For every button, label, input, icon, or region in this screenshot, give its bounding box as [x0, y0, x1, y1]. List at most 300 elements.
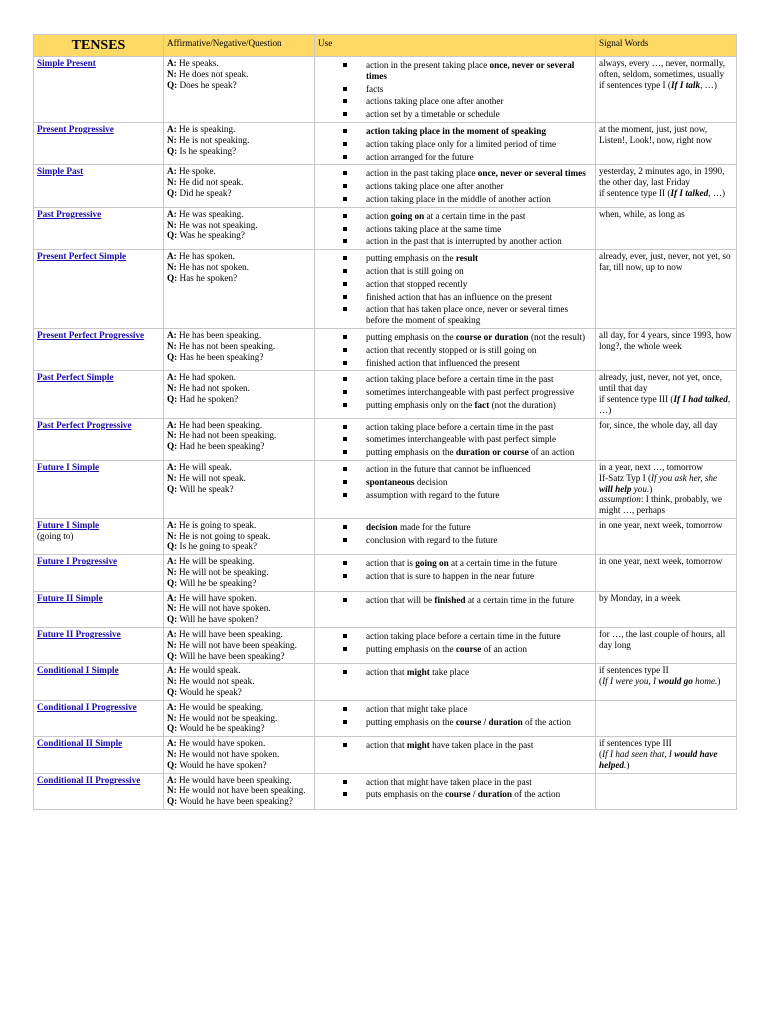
affirmative-form — [167, 738, 311, 749]
use-item: putting emphasis on the result — [340, 253, 592, 264]
tenses-table — [33, 34, 737, 810]
form-label: N: — [167, 383, 177, 394]
form-label: Q: — [167, 79, 178, 90]
tense-name-cell — [34, 328, 164, 370]
use-item: action taking place in the moment of speaking — [340, 126, 592, 137]
signal-words-cell — [596, 371, 737, 418]
header-tenses: TENSES — [34, 35, 164, 57]
form-text: Has he been speaking? — [177, 351, 264, 362]
tense-link[interactable]: Simple Present — [37, 58, 96, 68]
affirmative-form — [167, 665, 311, 676]
tense-name-cell — [34, 371, 164, 418]
form-text: He would not have spoken. — [176, 749, 280, 760]
signal-words-cell — [596, 250, 737, 329]
form-text: He speaks. — [176, 58, 219, 68]
tense-row — [34, 773, 737, 809]
use-item: action that is still going on — [340, 266, 592, 277]
question-form — [167, 484, 311, 495]
tense-name-cell — [34, 773, 164, 809]
tense-link[interactable]: Present Perfect Simple — [37, 251, 127, 262]
use-list — [318, 332, 592, 368]
form-label: N: — [167, 340, 177, 351]
tense-link[interactable]: Present Progressive — [37, 123, 114, 134]
negative-form — [167, 713, 311, 724]
signal-line: in a year, next …, tomorrow — [599, 461, 703, 472]
signal-words-cell — [596, 628, 737, 664]
tense-row — [34, 207, 737, 249]
use-cell — [315, 122, 596, 164]
form-text: He has not been speaking. — [176, 340, 276, 351]
form-label: Q: — [167, 187, 178, 198]
tense-name-cell — [34, 207, 164, 249]
form-label: A: — [167, 519, 177, 530]
use-list — [318, 126, 592, 162]
form-label: Q: — [167, 441, 178, 452]
affirmative-form — [167, 420, 311, 431]
use-item: sometimes interchangeable with past perfect progressive — [340, 387, 592, 398]
affirmative-form — [167, 775, 311, 786]
form-label: A: — [167, 629, 177, 640]
tense-name-cell — [34, 555, 164, 591]
use-list — [318, 667, 592, 678]
negative-form — [167, 177, 311, 188]
use-item: actions taking place at the same time — [340, 224, 592, 235]
use-item: spontaneous decision — [340, 477, 592, 488]
form-text: He will be speaking. — [176, 556, 255, 567]
forms-cell — [164, 628, 315, 664]
tense-link[interactable]: Future I Progressive — [37, 556, 118, 567]
form-label: A: — [167, 701, 177, 712]
use-item: actions taking place one after another — [340, 96, 592, 107]
tense-row — [34, 418, 737, 460]
affirmative-form — [167, 520, 311, 531]
signal-words-cell — [596, 591, 737, 627]
form-label: A: — [167, 208, 177, 219]
use-list — [318, 464, 592, 500]
form-label: Q: — [167, 577, 178, 588]
header-row — [34, 35, 737, 57]
form-text: Will he have been speaking? — [177, 650, 285, 661]
form-text: He would not have been speaking. — [176, 785, 306, 796]
use-list — [318, 704, 592, 728]
question-form — [167, 394, 311, 405]
use-item: action that might have taken place in the past — [340, 777, 592, 788]
use-cell — [315, 460, 596, 518]
question-form — [167, 352, 311, 363]
forms-cell — [164, 664, 315, 700]
negative-form — [167, 341, 311, 352]
use-cell — [315, 328, 596, 370]
use-cell — [315, 57, 596, 123]
use-cell — [315, 773, 596, 809]
forms-cell — [164, 57, 315, 123]
question-form — [167, 723, 311, 734]
form-label: A: — [167, 419, 177, 430]
negative-form — [167, 220, 311, 231]
form-label: Q: — [167, 230, 178, 241]
question-form — [167, 441, 311, 452]
use-item: putting emphasis on the course / duration of the action — [340, 717, 592, 728]
tense-name-cell — [34, 418, 164, 460]
use-list — [318, 422, 592, 458]
question-form — [167, 146, 311, 157]
signal-line: for, since, the whole day, all day — [599, 419, 718, 430]
negative-form — [167, 531, 311, 542]
signal-line: if sentences type III — [599, 738, 672, 749]
tense-name-cell — [34, 57, 164, 123]
tense-link[interactable]: Past Progressive — [37, 208, 102, 219]
signal-line: when, while, as long as — [599, 208, 685, 219]
form-text: Did he speak? — [177, 187, 232, 198]
forms-cell — [164, 371, 315, 418]
form-label: Q: — [167, 541, 178, 552]
negative-form — [167, 262, 311, 273]
signal-line: if sentence type III (If I had talked, …) — [599, 393, 731, 415]
tense-link[interactable]: Conditional I Simple — [37, 665, 119, 676]
form-label: Q: — [167, 650, 178, 661]
use-cell — [315, 737, 596, 773]
form-label: N: — [167, 676, 177, 687]
tense-link[interactable]: Past Perfect Progressive — [37, 419, 132, 430]
form-text: He will have been speaking. — [176, 629, 283, 640]
form-text: He will not have spoken. — [176, 603, 271, 614]
use-item: action in the past that is interrupted by another action — [340, 236, 592, 247]
use-cell — [315, 518, 596, 554]
forms-cell — [164, 122, 315, 164]
tense-row — [34, 371, 737, 418]
form-text: Is he going to speak? — [177, 541, 258, 552]
use-item: action that will be finished at a certain time in the future — [340, 595, 592, 606]
signal-line: for …, the last couple of hours, all day long — [599, 629, 726, 650]
use-cell — [315, 165, 596, 207]
form-text: He will not be speaking. — [176, 567, 269, 578]
use-cell — [315, 591, 596, 627]
form-label: Q: — [167, 759, 178, 770]
use-item: puts emphasis on the course / duration of the action — [340, 789, 592, 800]
form-text: He would have spoken. — [176, 738, 266, 749]
form-label: A: — [167, 592, 177, 603]
form-label: N: — [167, 134, 177, 145]
form-label: Q: — [167, 723, 178, 734]
tense-link[interactable]: Simple Past — [37, 166, 84, 177]
affirmative-form — [167, 251, 311, 262]
forms-cell — [164, 165, 315, 207]
form-text: He did not speak. — [176, 177, 244, 188]
forms-cell — [164, 250, 315, 329]
form-label: N: — [167, 639, 177, 650]
form-label: A: — [167, 372, 177, 383]
use-item: action taking place in the middle of another action — [340, 194, 592, 205]
signal-words-cell — [596, 207, 737, 249]
negative-form — [167, 603, 311, 614]
tense-row — [34, 518, 737, 554]
form-label: A: — [167, 329, 177, 340]
tense-row — [34, 250, 737, 329]
use-list — [318, 60, 592, 120]
tense-link[interactable]: Future I Simple — [37, 519, 100, 530]
signal-words-cell — [596, 664, 737, 700]
use-item: action taking place before a certain time in the past — [340, 374, 592, 385]
tense-name-cell — [34, 250, 164, 329]
negative-form — [167, 676, 311, 687]
form-label: Q: — [167, 351, 178, 362]
tense-link[interactable]: Past Perfect Simple — [37, 372, 114, 383]
use-item: action in the present taking place once, never or several times — [340, 60, 592, 82]
use-cell — [315, 664, 596, 700]
form-label: A: — [167, 461, 177, 472]
form-label: A: — [167, 665, 177, 676]
question-form — [167, 760, 311, 771]
form-text: He would speak. — [176, 665, 241, 676]
question-form — [167, 687, 311, 698]
use-item: action that might take place — [340, 704, 592, 715]
use-item: actions taking place one after another — [340, 181, 592, 192]
tense-row — [34, 591, 737, 627]
form-text: He would have been speaking. — [176, 774, 292, 785]
tense-row — [34, 57, 737, 123]
tense-name-cell — [34, 518, 164, 554]
signal-words-cell — [596, 122, 737, 164]
use-item: facts — [340, 84, 592, 95]
form-text: He had not been speaking. — [176, 430, 277, 441]
use-item: action going on at a certain time in the past — [340, 211, 592, 222]
forms-cell — [164, 418, 315, 460]
affirmative-form — [167, 58, 311, 69]
signal-line: already, ever, just, never, not yet, so far, till now, up to now — [599, 251, 731, 272]
form-label: Q: — [167, 796, 178, 807]
form-text: He is speaking. — [176, 123, 236, 134]
affirmative-form — [167, 209, 311, 220]
use-item: action that has taken place once, never or several times before the moment of speaking — [340, 304, 592, 326]
signal-words-cell — [596, 165, 737, 207]
use-cell — [315, 555, 596, 591]
form-label: N: — [167, 749, 177, 760]
form-text: He will not have been speaking. — [176, 639, 297, 650]
tense-name-cell — [34, 165, 164, 207]
signal-line: (If I were you, I would go home.) — [599, 676, 721, 687]
signal-words-cell — [596, 737, 737, 773]
tense-row — [34, 555, 737, 591]
use-item: putting emphasis only on the fact (not the duration) — [340, 400, 592, 411]
signal-line: yesterday, 2 minutes ago, in 1990, the other day, last Friday — [599, 166, 725, 188]
negative-form — [167, 785, 311, 796]
form-text: He does not speak. — [176, 68, 249, 79]
tense-link[interactable]: Future I Simple — [37, 461, 100, 472]
use-cell — [315, 250, 596, 329]
affirmative-form — [167, 593, 311, 604]
form-text: He was speaking. — [176, 208, 244, 219]
affirmative-form — [167, 330, 311, 341]
tense-name-cell — [34, 628, 164, 664]
negative-form — [167, 567, 311, 578]
signal-line: in one year, next week, tomorrow — [599, 519, 723, 530]
form-label: A: — [167, 58, 177, 68]
form-text: He would be speaking. — [176, 701, 264, 712]
affirmative-form — [167, 372, 311, 383]
form-text: Was he speaking? — [177, 230, 245, 241]
signal-words-cell — [596, 328, 737, 370]
signal-line: if sentences type II — [599, 665, 669, 676]
form-label: N: — [167, 530, 177, 541]
form-text: He is not speaking. — [176, 134, 250, 145]
use-item: putting emphasis on the course of an action — [340, 644, 592, 655]
negative-form — [167, 383, 311, 394]
tense-link[interactable]: Conditional II Simple — [37, 738, 123, 749]
form-label: N: — [167, 472, 177, 483]
signal-line: by Monday, in a week — [599, 592, 681, 603]
use-item: action that is sure to happen in the near future — [340, 571, 592, 582]
signal-words-cell — [596, 700, 737, 736]
form-text: Is he speaking? — [177, 145, 237, 156]
form-label: Q: — [167, 145, 178, 156]
signal-words-cell — [596, 57, 737, 123]
signal-line: (If I had seen that, I would have helped.) — [599, 749, 718, 770]
form-label: Q: — [167, 393, 178, 404]
use-item: action taking place before a certain time in the future — [340, 631, 592, 642]
use-list — [318, 168, 592, 204]
header-forms: Affirmative/Negative/Question — [164, 35, 315, 57]
signal-line: at the moment, just, just now, Listen!, Look!, now, right now — [599, 123, 712, 145]
use-item: action that is going on at a certain time in the future — [340, 558, 592, 569]
header-signal-words: Signal Words — [596, 35, 737, 57]
forms-cell — [164, 328, 315, 370]
tense-link[interactable]: Conditional I Progressive — [37, 701, 137, 712]
use-list — [318, 522, 592, 546]
negative-form — [167, 69, 311, 80]
tense-link[interactable]: Future II Progressive — [37, 629, 121, 640]
affirmative-form — [167, 556, 311, 567]
form-text: He has not spoken. — [176, 261, 249, 272]
affirmative-form — [167, 629, 311, 640]
form-text: Would he speak? — [177, 687, 242, 698]
form-label: N: — [167, 712, 177, 723]
question-form — [167, 541, 311, 552]
use-item: action taking place only for a limited period of time — [340, 139, 592, 150]
use-item: action set by a timetable or schedule — [340, 109, 592, 120]
tense-name-cell — [34, 460, 164, 518]
form-label: N: — [167, 68, 177, 79]
form-label: Q: — [167, 272, 178, 283]
use-item: finished action that has an influence on the present — [340, 292, 592, 303]
use-cell — [315, 418, 596, 460]
form-text: Does he speak? — [177, 79, 237, 90]
form-text: He has spoken. — [176, 251, 235, 262]
use-cell — [315, 371, 596, 418]
tense-link[interactable]: Present Perfect Progressive — [37, 329, 145, 340]
form-label: A: — [167, 251, 177, 262]
form-text: Would he have been speaking? — [177, 796, 293, 807]
form-label: N: — [167, 219, 177, 230]
tense-row — [34, 460, 737, 518]
tense-row — [34, 737, 737, 773]
signal-words-cell — [596, 555, 737, 591]
tense-name-cell — [34, 122, 164, 164]
tense-name-cell — [34, 664, 164, 700]
form-text: Will he be speaking? — [177, 577, 257, 588]
form-text: He spoke. — [176, 166, 216, 177]
signal-words-cell — [596, 418, 737, 460]
use-item: action that might have taken place in the past — [340, 740, 592, 751]
use-list — [318, 777, 592, 801]
header-use: Use — [315, 35, 596, 57]
form-text: Would he be speaking? — [177, 723, 265, 734]
forms-cell — [164, 518, 315, 554]
use-item: action taking place before a certain time in the past — [340, 422, 592, 433]
signal-line: If-Satz Typ I (If you ask her, she will help you.) — [599, 472, 718, 494]
use-item: decision made for the future — [340, 522, 592, 533]
use-item: action in the past taking place once, never or several times — [340, 168, 592, 179]
use-item: action in the future that cannot be influenced — [340, 464, 592, 475]
form-label: Q: — [167, 483, 178, 494]
question-form — [167, 651, 311, 662]
form-text: He would not speak. — [176, 676, 255, 687]
form-label: N: — [167, 177, 177, 188]
form-text: Has he spoken? — [177, 272, 238, 283]
question-form — [167, 80, 311, 91]
forms-cell — [164, 555, 315, 591]
use-item: putting emphasis on the course or duration (not the result) — [340, 332, 592, 343]
tense-name-cell — [34, 737, 164, 773]
use-list — [318, 558, 592, 582]
form-label: N: — [167, 430, 177, 441]
form-label: N: — [167, 567, 177, 578]
question-form — [167, 614, 311, 625]
form-text: Would he have spoken? — [177, 759, 267, 770]
use-list — [318, 595, 592, 606]
use-cell — [315, 628, 596, 664]
form-text: He is not going to speak. — [176, 530, 271, 541]
question-form — [167, 188, 311, 199]
use-item: action that stopped recently — [340, 279, 592, 290]
signal-line: assumption: I think, probably, we might …, perhaps — [599, 494, 722, 516]
use-item: action that recently stopped or is still going on — [340, 345, 592, 356]
use-item: sometimes interchangeable with past perfect simple — [340, 434, 592, 445]
form-label: N: — [167, 261, 177, 272]
use-item: putting emphasis on the duration or course of an action — [340, 447, 592, 458]
form-text: He had been speaking. — [176, 419, 263, 430]
tense-row — [34, 664, 737, 700]
form-text: He will not speak. — [176, 472, 246, 483]
use-list — [318, 631, 592, 655]
form-label: A: — [167, 123, 177, 134]
use-list — [318, 253, 592, 326]
negative-form — [167, 640, 311, 651]
tense-row — [34, 328, 737, 370]
signal-line: always, every …, never, normally, often, seldom, sometimes, usually — [599, 58, 726, 79]
form-text: He will speak. — [176, 461, 232, 472]
question-form — [167, 796, 311, 807]
signal-words-cell — [596, 773, 737, 809]
affirmative-form — [167, 124, 311, 135]
signal-line: if sentences type I (If I talk, …) — [599, 79, 717, 90]
forms-cell — [164, 207, 315, 249]
affirmative-form — [167, 702, 311, 713]
form-label: N: — [167, 785, 177, 796]
tense-subtitle: (going to) — [37, 530, 74, 541]
tense-link[interactable]: Future II Simple — [37, 592, 103, 603]
forms-cell — [164, 460, 315, 518]
negative-form — [167, 430, 311, 441]
signal-words-cell — [596, 460, 737, 518]
question-form — [167, 230, 311, 241]
tense-link[interactable]: Conditional II Progressive — [37, 774, 141, 785]
form-text: He is going to speak. — [176, 519, 257, 530]
form-text: He had spoken. — [176, 372, 236, 383]
use-item: conclusion with regard to the future — [340, 535, 592, 546]
signal-line: already, just, never, not yet, once, until that day — [599, 372, 723, 394]
tense-name-cell — [34, 700, 164, 736]
tense-row — [34, 165, 737, 207]
